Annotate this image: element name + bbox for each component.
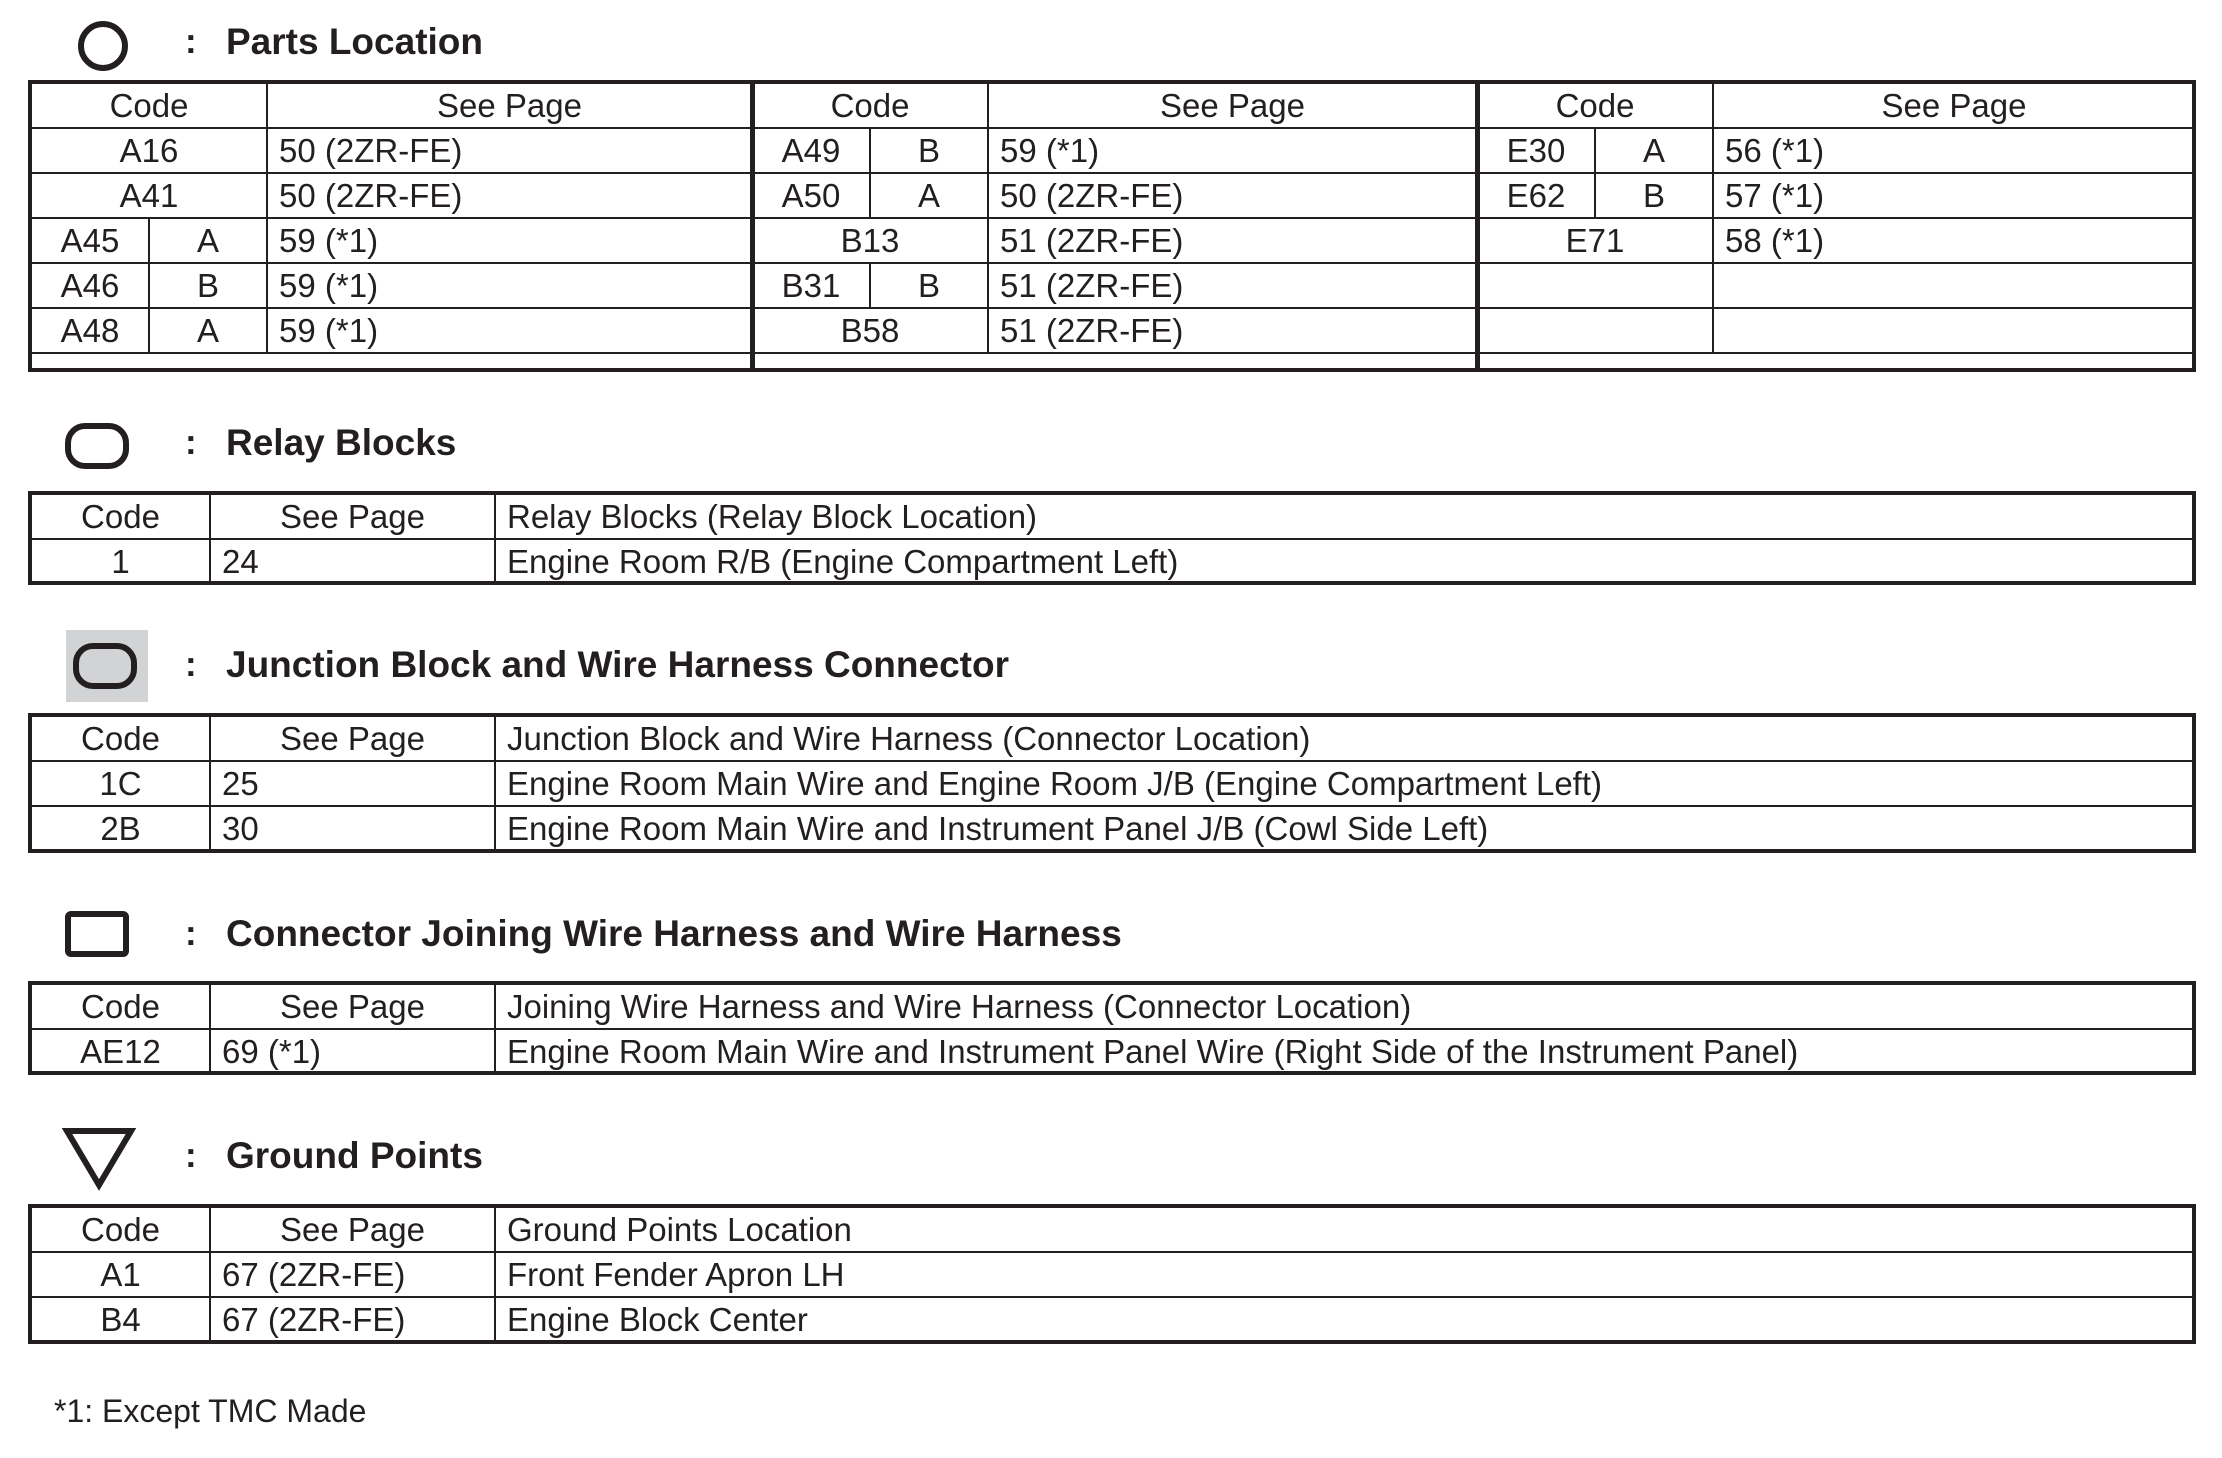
ground-points-grid xyxy=(30,1206,2196,1343)
header-code: Code xyxy=(31,83,267,128)
header-code: Code xyxy=(752,83,988,128)
page-cell: 59 (*1) xyxy=(267,308,752,353)
page-cell: 59 (*1) xyxy=(267,263,752,308)
table-row xyxy=(1477,263,2195,308)
relay-blocks-grid xyxy=(30,493,2196,585)
table-row xyxy=(31,173,752,218)
table-row xyxy=(752,218,1477,263)
sub-cell: A xyxy=(1595,128,1713,173)
section-title-connector-joining: Connector Joining Wire Harness and Wire Harness xyxy=(226,913,1122,954)
code-cell: 1C xyxy=(31,761,210,806)
parts-location-group-1 xyxy=(30,82,753,354)
rounded-rectangle-icon xyxy=(64,421,130,471)
section-title-junction-block: Junction Block and Wire Harness Connector xyxy=(226,644,1009,685)
code-cell: E71 xyxy=(1477,218,1713,263)
page-cell: 50 (2ZR-FE) xyxy=(988,173,1477,218)
code-cell xyxy=(1477,308,1713,353)
header-code: Code xyxy=(31,716,210,761)
header-see-page: See Page xyxy=(1713,83,2195,128)
group-divider xyxy=(1475,82,1480,370)
header-description: Ground Points Location xyxy=(495,1207,2195,1252)
header-code: Code xyxy=(31,494,210,539)
header-code: Code xyxy=(31,984,210,1029)
code-cell: B13 xyxy=(752,218,988,263)
shaded-rounded-rectangle-icon xyxy=(72,641,138,691)
description-cell: Front Fender Apron LH xyxy=(495,1252,2195,1297)
table-row xyxy=(31,539,2195,584)
code-cell: A41 xyxy=(31,173,267,218)
table-row xyxy=(31,128,752,173)
page-cell xyxy=(1713,308,2195,353)
header-description: Joining Wire Harness and Wire Harness (Connector Location) xyxy=(495,984,2195,1029)
table-header-row xyxy=(752,83,1477,128)
sub-cell: B xyxy=(1595,173,1713,218)
sub-cell: B xyxy=(870,263,988,308)
section-colon: : xyxy=(185,1136,197,1175)
page-cell: 59 (*1) xyxy=(988,128,1477,173)
page-cell: 57 (*1) xyxy=(1713,173,2195,218)
code-cell xyxy=(1477,263,1713,308)
section-colon: : xyxy=(185,645,197,684)
parts-location-group-3 xyxy=(1476,82,2196,354)
sub-cell: B xyxy=(870,128,988,173)
page-cell: 51 (2ZR-FE) xyxy=(988,308,1477,353)
section-colon: : xyxy=(185,22,197,61)
joining-connectors-grid xyxy=(30,983,2196,1075)
section-title-relay-blocks: Relay Blocks xyxy=(226,422,457,463)
section-title-parts-location: Parts Location xyxy=(226,21,483,62)
table-row xyxy=(31,1297,2195,1342)
code-cell: 1 xyxy=(31,539,210,584)
table-row xyxy=(31,1252,2195,1297)
page-cell: 30 xyxy=(210,806,495,851)
sub-cell: B xyxy=(149,263,267,308)
circle-icon xyxy=(75,18,131,74)
table-row xyxy=(752,263,1477,308)
parts-location-group-2 xyxy=(751,82,1478,354)
table-header-row xyxy=(1477,83,2195,128)
table-header-row xyxy=(31,1207,2195,1252)
header-see-page: See Page xyxy=(210,1207,495,1252)
code-cell: A46 xyxy=(31,263,149,308)
header-code: Code xyxy=(1477,83,1713,128)
table-row xyxy=(752,128,1477,173)
page-cell: 25 xyxy=(210,761,495,806)
table-header-row xyxy=(31,984,2195,1029)
code-cell: A49 xyxy=(752,128,870,173)
triangle-icon xyxy=(62,1125,136,1191)
header-description: Junction Block and Wire Harness (Connector Location) xyxy=(495,716,2195,761)
header-see-page: See Page xyxy=(988,83,1477,128)
description-cell: Engine Block Center xyxy=(495,1297,2195,1342)
sub-cell: A xyxy=(870,173,988,218)
sub-cell: A xyxy=(149,308,267,353)
header-see-page: See Page xyxy=(210,494,495,539)
page-cell: 67 (2ZR-FE) xyxy=(210,1252,495,1297)
header-see-page: See Page xyxy=(210,716,495,761)
sub-cell: A xyxy=(149,218,267,263)
section-colon: : xyxy=(185,914,197,953)
table-row xyxy=(1477,128,2195,173)
table-row xyxy=(31,761,2195,806)
page-cell: 69 (*1) xyxy=(210,1029,495,1074)
code-cell: AE12 xyxy=(31,1029,210,1074)
group-divider xyxy=(750,82,755,370)
header-see-page: See Page xyxy=(267,83,752,128)
description-cell: Engine Room Main Wire and Instrument Panel J/B (Cowl Side Left) xyxy=(495,806,2195,851)
table-row xyxy=(31,263,752,308)
code-cell: B58 xyxy=(752,308,988,353)
table-header-row xyxy=(31,83,752,128)
page-cell: 51 (2ZR-FE) xyxy=(988,263,1477,308)
code-cell: E62 xyxy=(1477,173,1595,218)
page-cell: 24 xyxy=(210,539,495,584)
code-cell: B31 xyxy=(752,263,870,308)
rectangle-icon xyxy=(64,910,130,960)
section-colon: : xyxy=(185,423,197,462)
code-cell: A1 xyxy=(31,1252,210,1297)
code-cell: A45 xyxy=(31,218,149,263)
description-cell: Engine Room R/B (Engine Compartment Left) xyxy=(495,539,2195,584)
page-cell xyxy=(1713,263,2195,308)
table-row xyxy=(31,806,2195,851)
code-cell: A16 xyxy=(31,128,267,173)
page-cell: 51 (2ZR-FE) xyxy=(988,218,1477,263)
table-row xyxy=(1477,308,2195,353)
code-cell: A48 xyxy=(31,308,149,353)
header-see-page: See Page xyxy=(210,984,495,1029)
code-cell: B4 xyxy=(31,1297,210,1342)
section-title-ground-points: Ground Points xyxy=(226,1135,483,1176)
code-cell: A50 xyxy=(752,173,870,218)
table-row xyxy=(31,1029,2195,1074)
table-row xyxy=(31,218,752,263)
code-cell: 2B xyxy=(31,806,210,851)
description-cell: Engine Room Main Wire and Engine Room J/B (Engine Compartment Left) xyxy=(495,761,2195,806)
junction-blocks-grid xyxy=(30,715,2196,852)
page-cell: 50 (2ZR-FE) xyxy=(267,173,752,218)
header-code: Code xyxy=(31,1207,210,1252)
page-cell: 59 (*1) xyxy=(267,218,752,263)
code-cell: E30 xyxy=(1477,128,1595,173)
header-description: Relay Blocks (Relay Block Location) xyxy=(495,494,2195,539)
page-cell: 67 (2ZR-FE) xyxy=(210,1297,495,1342)
table-row xyxy=(752,173,1477,218)
page-cell: 56 (*1) xyxy=(1713,128,2195,173)
table-row xyxy=(31,308,752,353)
table-header-row xyxy=(31,716,2195,761)
table-row xyxy=(752,308,1477,353)
table-row xyxy=(1477,218,2195,263)
table-header-row xyxy=(31,494,2195,539)
page-cell: 58 (*1) xyxy=(1713,218,2195,263)
page-cell: 50 (2ZR-FE) xyxy=(267,128,752,173)
table-row xyxy=(1477,173,2195,218)
description-cell: Engine Room Main Wire and Instrument Panel Wire (Right Side of the Instrument Panel) xyxy=(495,1029,2195,1074)
footnote: *1: Except TMC Made xyxy=(54,1393,367,1429)
